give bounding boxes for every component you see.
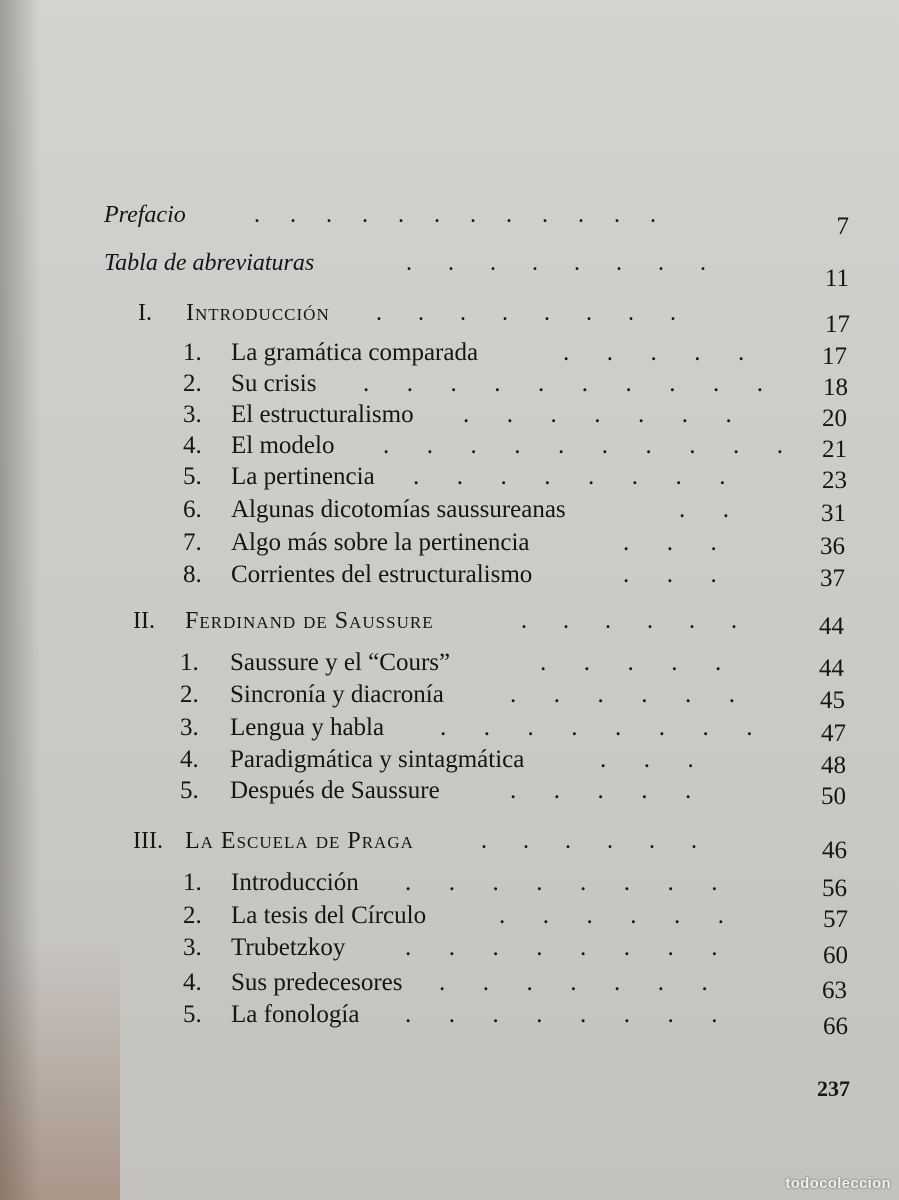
section-number: 2. — [183, 370, 202, 397]
section-number: 3. — [183, 401, 202, 428]
section-number: 3. — [183, 934, 202, 961]
leader-dots: . . . . . . . . — [405, 1001, 718, 1028]
chapter-number: II. — [133, 608, 155, 634]
toc-page-number: 37 — [820, 565, 845, 592]
toc-section-1-3[interactable] — [183, 398, 847, 432]
section-number: 5. — [183, 463, 202, 490]
leader-dots: . . . — [623, 529, 717, 556]
section-number: 2. — [183, 902, 202, 929]
leader-dots: . . . . . . . . — [376, 300, 676, 326]
section-title: La gramática comparada — [231, 339, 479, 366]
toc-section-3-4[interactable] — [183, 966, 847, 1004]
toc-page-number: 44 — [819, 613, 844, 640]
leader-dots: . . . . . . . . . . — [363, 370, 763, 397]
toc-page-number: 44 — [819, 655, 844, 682]
toc-page-number: 63 — [822, 977, 847, 1004]
chapter-title: La Escuela de Praga — [185, 828, 414, 854]
leader-dots: . . . . . . . . — [405, 869, 718, 896]
section-title: Paradigmática y sintagmática — [230, 746, 525, 773]
section-number: 1. — [180, 649, 199, 676]
toc-page-number: 48 — [821, 752, 846, 779]
toc-page-number: 57 — [823, 906, 848, 933]
toc-chapter-2[interactable] — [133, 604, 844, 638]
toc-entry-prefacio[interactable] — [104, 198, 849, 240]
toc-section-1-8[interactable] — [183, 558, 845, 592]
leader-dots: . . . . . — [510, 777, 692, 804]
toc-page-number: 47 — [821, 720, 846, 747]
section-title: Trubetzkoy — [231, 934, 346, 961]
toc-page-number: 17 — [825, 311, 850, 338]
toc-page-number: 18 — [823, 374, 848, 401]
toc-page-number: 45 — [820, 687, 845, 714]
leader-dots: . . . . . . — [510, 681, 735, 708]
toc-page-number: 36 — [820, 533, 845, 560]
section-number: 6. — [183, 496, 202, 523]
toc-page-number: 66 — [823, 1013, 848, 1040]
toc-section-1-6[interactable] — [183, 493, 846, 527]
toc-chapter-1[interactable] — [138, 296, 850, 338]
toc-section-2-2[interactable] — [180, 678, 845, 712]
leader-dots: . . . . . . . — [463, 401, 732, 428]
leader-dots: . . . . . . . . . . — [383, 432, 783, 459]
section-title: Algunas dicotomías saussureanas — [231, 496, 566, 523]
section-title: Después de Saussure — [230, 777, 440, 804]
toc-entry-abreviaturas[interactable] — [104, 246, 849, 292]
leader-dots: . . . . . . — [521, 608, 737, 634]
toc-page-number: 31 — [821, 500, 846, 527]
toc-page-number: 21 — [822, 436, 847, 463]
leader-dots: . . . . . . . . — [440, 714, 753, 741]
toc-entry-title: Prefacio — [104, 202, 186, 228]
toc-section-2-1[interactable] — [180, 646, 844, 680]
toc-section-2-4[interactable] — [180, 743, 846, 777]
leader-dots: . . . . . . . . . . . . — [254, 202, 656, 228]
leader-dots: . . . . . . . . — [406, 250, 706, 276]
section-number: 4. — [183, 969, 202, 996]
toc-section-2-3[interactable] — [180, 711, 846, 745]
section-title: Sincronía y diacronía — [230, 681, 444, 708]
leader-dots: . . . — [600, 746, 694, 773]
leader-dots: . . . . . . — [499, 902, 724, 929]
toc-chapter-3[interactable] — [133, 824, 847, 864]
section-title: Corrientes del estructuralismo — [231, 561, 533, 588]
toc-page-number: 60 — [823, 942, 848, 969]
chapter-number: I. — [138, 300, 152, 326]
section-number: 3. — [180, 714, 199, 741]
page-folio: 237 — [817, 1076, 850, 1101]
chapter-title: Introducción — [186, 300, 330, 326]
section-title: Algo más sobre la pertinencia — [231, 529, 530, 556]
toc-section-3-5[interactable] — [183, 998, 848, 1040]
section-title: La pertinencia — [231, 463, 375, 490]
toc-section-3-3[interactable] — [183, 931, 848, 969]
toc-page-number: 46 — [822, 837, 847, 864]
leader-dots: . . . . . . — [481, 828, 697, 854]
toc-section-1-1[interactable] — [183, 336, 847, 370]
toc-page-number: 56 — [822, 875, 847, 902]
section-number: 1. — [183, 339, 202, 366]
section-title: El modelo — [231, 432, 335, 459]
section-number: 2. — [180, 681, 199, 708]
section-title: El estructuralismo — [231, 401, 414, 428]
section-number: 4. — [183, 432, 202, 459]
leader-dots: . . . — [623, 561, 717, 588]
toc-page-number: 17 — [822, 343, 847, 370]
toc-page-number: 11 — [824, 265, 849, 292]
section-title: La tesis del Círculo — [231, 902, 427, 929]
leader-dots: . . . . . — [563, 339, 745, 366]
section-title: Saussure y el “Cours” — [230, 649, 451, 676]
leader-dots: . . . . . — [540, 649, 722, 676]
toc-entry-title: Tabla de abreviaturas — [104, 250, 315, 276]
toc-page-number: 23 — [822, 467, 847, 494]
toc-section-3-2[interactable] — [183, 899, 848, 933]
toc-section-1-7[interactable] — [183, 526, 845, 560]
leader-dots: . . — [679, 496, 729, 523]
toc-section-1-4[interactable] — [183, 429, 847, 463]
section-number: 1. — [183, 869, 202, 896]
section-title: Introducción — [231, 869, 359, 896]
section-title: Su crisis — [231, 370, 317, 397]
toc-page-number: 20 — [822, 405, 847, 432]
toc-section-3-1[interactable] — [183, 866, 847, 900]
toc-page-number: 50 — [821, 783, 846, 810]
leader-dots: . . . . . . . — [439, 969, 708, 996]
toc-section-1-2[interactable] — [183, 367, 848, 401]
section-title: Lengua y habla — [230, 714, 385, 741]
toc-section-1-5[interactable] — [183, 460, 847, 494]
section-title: La fonología — [231, 1001, 360, 1028]
chapter-number: III. — [133, 828, 163, 854]
section-title: Sus predecesores — [231, 969, 403, 996]
section-number: 5. — [180, 777, 199, 804]
leader-dots: . . . . . . . . — [413, 463, 726, 490]
section-number: 4. — [180, 746, 199, 773]
leader-dots: . . . . . . . . — [405, 934, 718, 961]
section-number: 5. — [183, 1001, 202, 1028]
toc-page-number: 7 — [836, 213, 849, 240]
watermark-logo: todocoleccion — [785, 1175, 891, 1192]
section-number: 8. — [183, 561, 202, 588]
toc-section-2-5[interactable] — [180, 774, 846, 808]
section-number: 7. — [183, 529, 202, 556]
chapter-title: Ferdinand de Saussure — [185, 608, 434, 634]
